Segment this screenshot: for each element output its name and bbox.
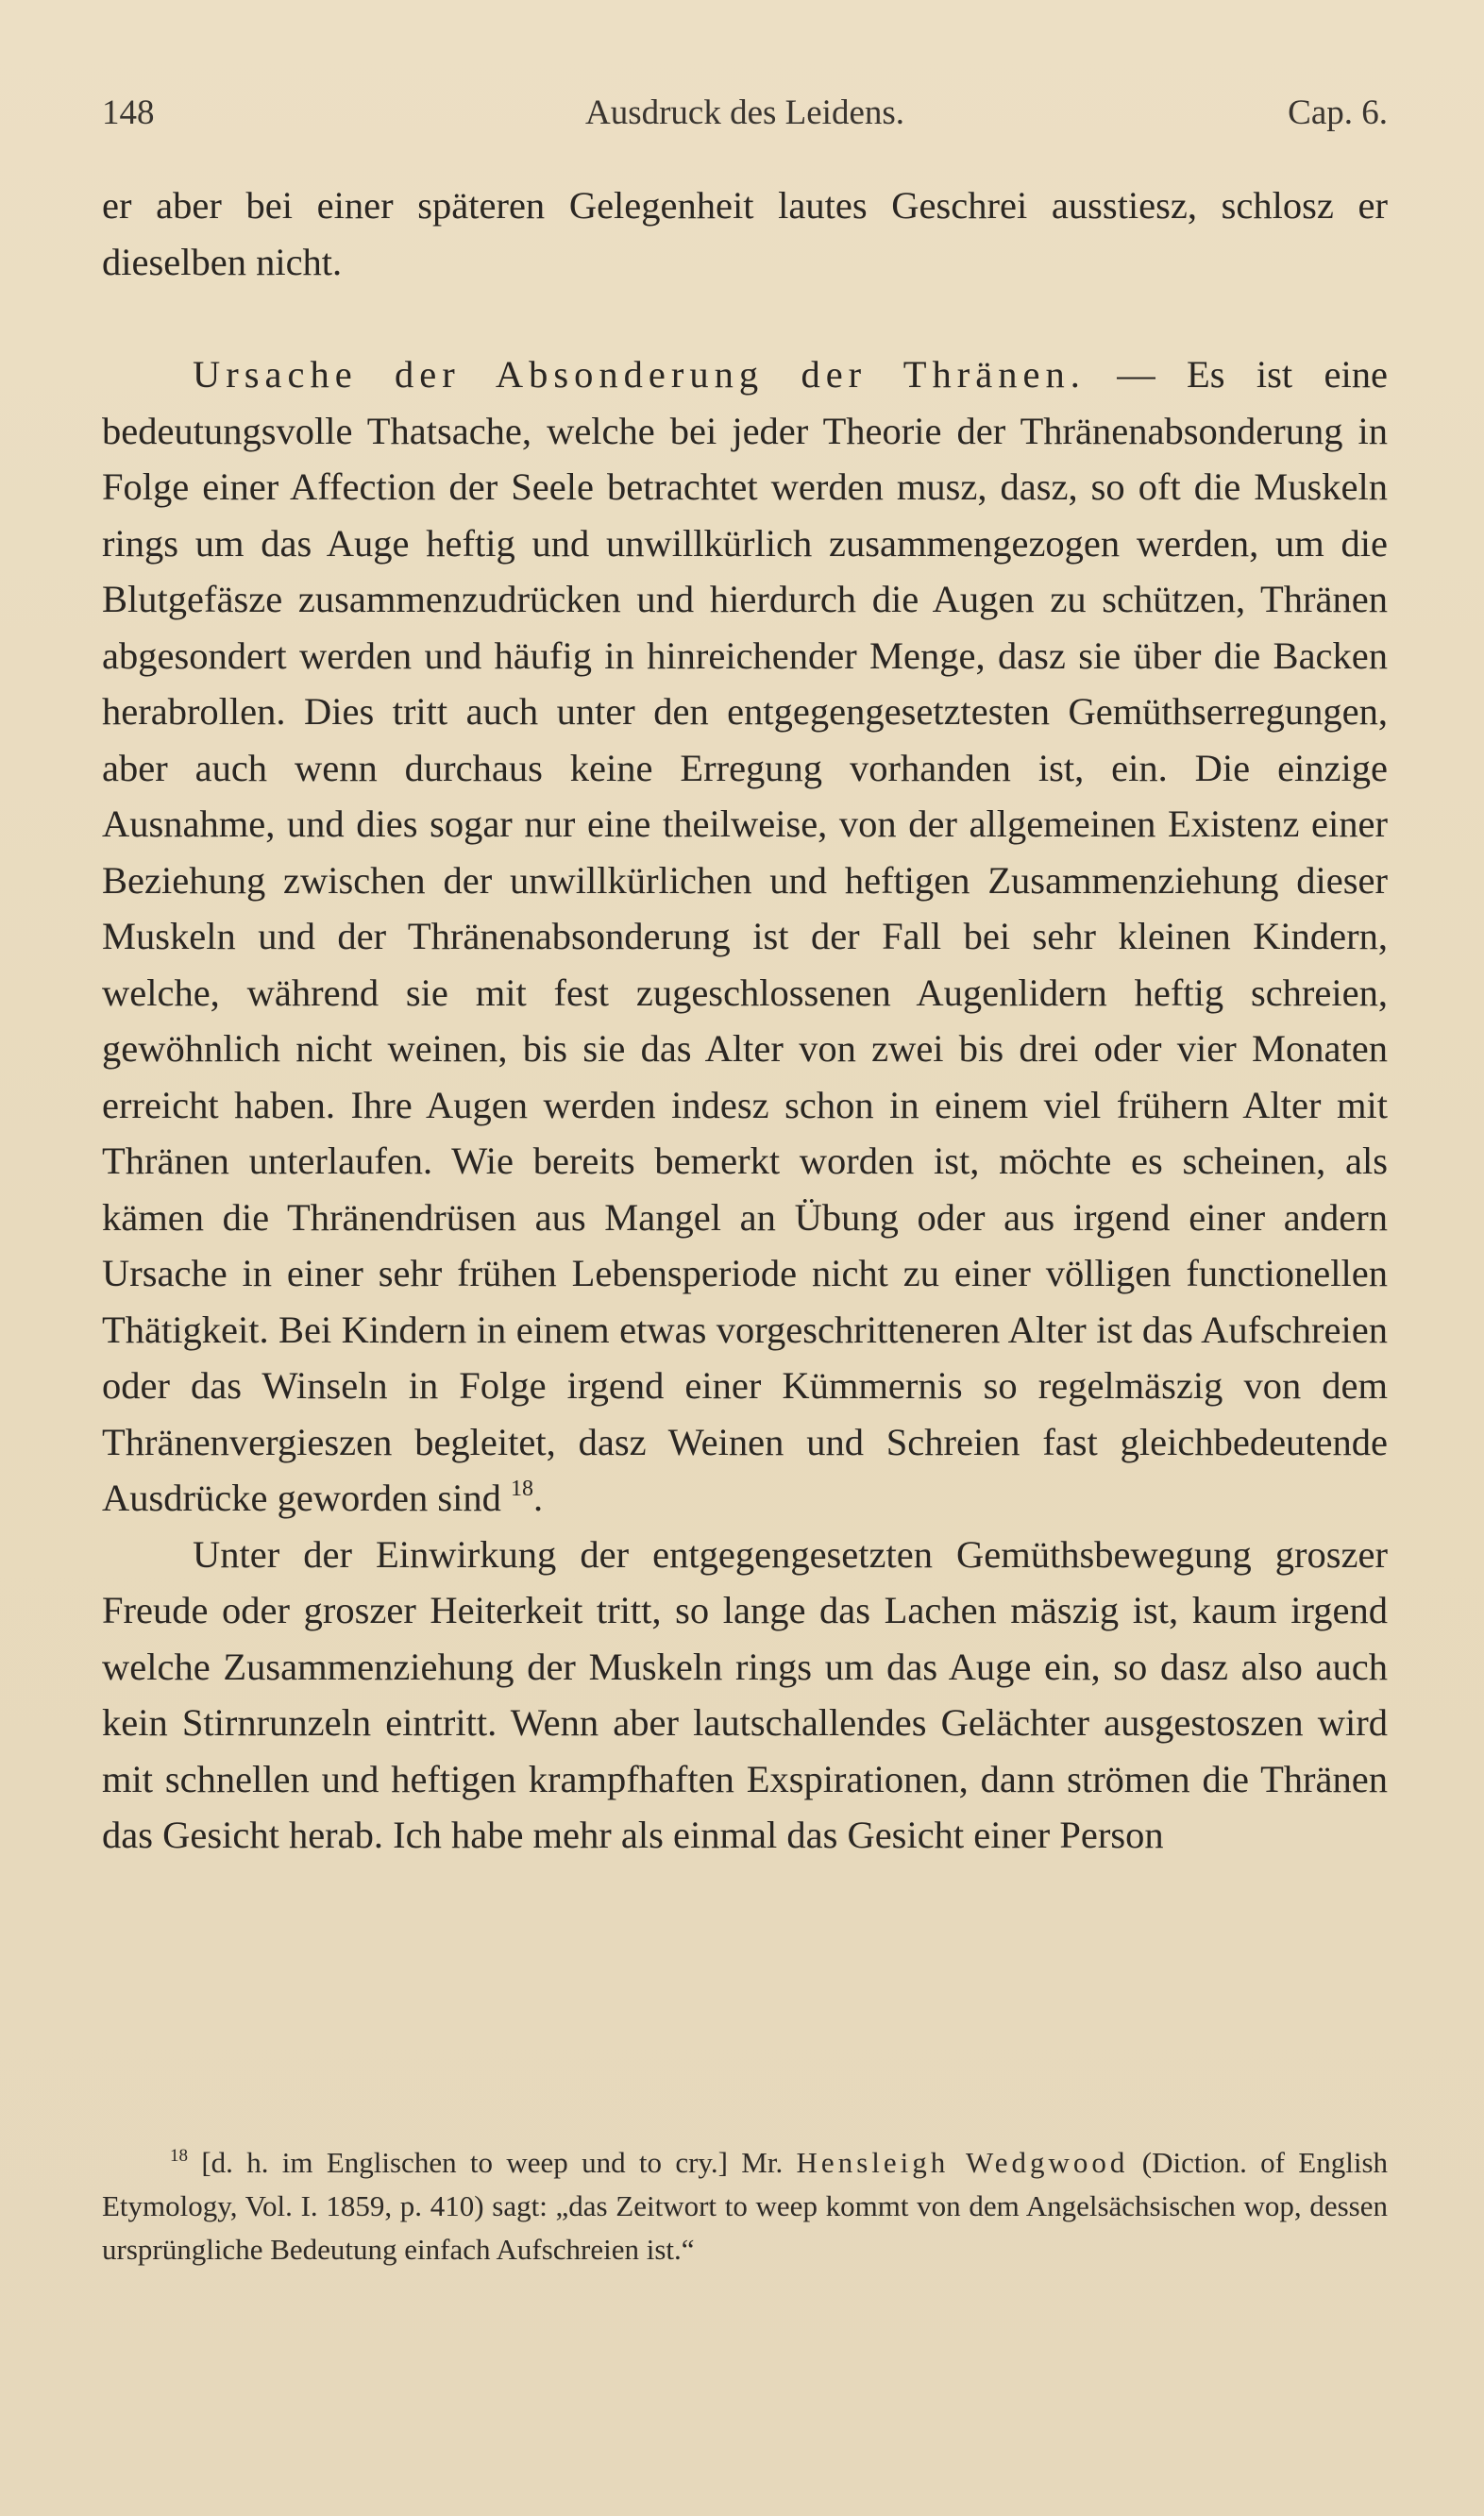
page-number: 148 bbox=[102, 93, 155, 132]
footnotes bbox=[102, 2141, 1388, 2271]
footnote-author-name: Hensleigh Wedgwood bbox=[796, 2146, 1129, 2179]
footnote-18 bbox=[102, 2141, 1388, 2271]
paragraph-joy: Unter der Einwirkung der entgegengesetzten Gemüthsbewegung groszer Freude oder groszer Heiterkeit tritt, so lange das Lachen mäszig ist, kaum irgend welche Zusammenziehung der Muskeln rings um das Auge ein, so dasz also auch kein Stirnrunzeln eintritt. Wenn aber lautschallendes Gelächter ausgestoszen wird mit schnellen und heftigen krampfhaften Exspirationen, dann strömen die Thränen das Gesicht herab. Ich habe mehr als einmal das Gesicht einer Person bbox=[102, 1532, 1388, 1856]
footnote-text-end: (Diction. of English Etymology, Vol. I. 1859, p. 410) sagt: „das Zeitwort to weep kommt von dem Angelsächsischen wop, dessen ursprüngliche Bedeutung einfach Aufschreien ist.“ bbox=[102, 2146, 1389, 2266]
running-title: Ausdruck des Leidens. bbox=[584, 93, 905, 132]
paragraph-continuation: er aber bei einer späteren Gelegenheit lautes Geschrei ausstiesz, schlosz er dieselben nicht. bbox=[102, 184, 1388, 283]
paragraph-tears-cause bbox=[102, 346, 1388, 1527]
footnote-marker: 18 bbox=[170, 2146, 188, 2166]
main-text bbox=[102, 177, 1388, 1864]
page-header bbox=[102, 93, 1388, 142]
footnote-reference[interactable]: 18 bbox=[511, 1477, 534, 1501]
paragraph-body: — Es ist eine bedeutungsvolle Thatsache, welche bei jeder Theorie der Thränenabsonderung in Folge einer Affection der Seele betrachtet werden musz, dasz, so oft die Muskeln rings um das Auge heftig und unwillkürlich zusammengezogen werden, um die Blutgefäsze zusammenzudrücken und hierdurch die Augen zu schützen, Thränen abgesondert werden und häufig in hinreichender Menge, dasz sie über die Backen herabrollen. Dies tritt auch unter den entgegengesetztesten Gemüthserregungen, aber auch wenn durchaus keine Erregung vorhanden ist, ein. Die einzige Ausnahme, und dies sogar nur eine theilweise, von der allgemeinen Existenz einer Beziehung zwischen der unwillkürlichen und heftigen Zusammenziehung dieser Muskeln und der Thränenabsonderung ist der Fall bei sehr kleinen Kindern, welche, während sie mit fest zugeschlossenen Augenlidern heftig schreien, gewöhnlich nicht weinen, bis sie das Alter von zwei bis drei oder vier Monaten erreicht haben. Ihre Augen werden indesz schon in einem viel frühern Alter mit Thränen unterlaufen. Wie bereits bemerkt worden ist, möchte es scheinen, als kämen die Thränendrüsen aus Mangel an Übung oder aus irgend einer andern Ursache in einer sehr frühen Lebensperiode nicht zu einer völligen functionellen Thätigkeit. Bei Kindern in einem etwas vorgeschritteneren Alter ist das Aufschreien oder das Winseln in Folge irgend einer Kümmernis so regelmäszig von dem Thränenvergieszen begleitet, dasz Weinen und Schreien fast gleichbedeutende Ausdrücke geworden sind bbox=[102, 353, 1388, 1519]
chapter-label: Cap. 6. bbox=[1288, 93, 1388, 132]
section-gap bbox=[102, 290, 1388, 346]
section-heading: Ursache der Absonderung der Thränen. bbox=[193, 353, 1086, 396]
footnote-text-start: [d. h. im Englischen to weep und to cry.] Mr. bbox=[188, 2146, 797, 2179]
paragraph-end: . bbox=[533, 1477, 544, 1519]
